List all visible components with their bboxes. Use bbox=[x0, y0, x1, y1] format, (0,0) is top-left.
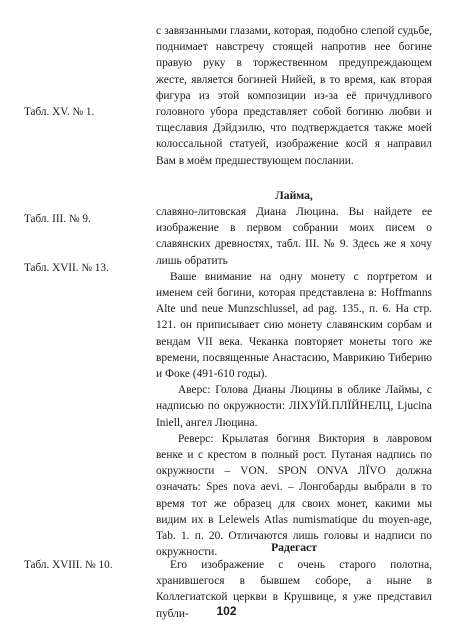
margin-note-table-xv: Табл. XV. № 1. bbox=[24, 106, 95, 118]
text-block-intro bbox=[156, 23, 432, 169]
page-number: 102 bbox=[216, 604, 237, 618]
paragraph: Ваше внимание на одну монету с портретом и именем сей богини, которая представлена в: Hoffmanns Alte und neue Munzschlussel, ad pag. 135., п. 6. На стр. 121. он приписывает сию монету славянским сорбам и вендам VII века. Чеканка повторяет монеты того же времени, посвященные Анастасию, Маврикию Тиберию и Фоке (491-610 годы). bbox=[156, 270, 432, 381]
paragraph: славяно-литовская Диана Люцина. Вы найдете ее изображение в первом собрании моих писем о славянских древностях, табл. III. № 9. Здесь же я хочу лишь обратить bbox=[156, 206, 432, 267]
paragraph: с завязанными глазами, которая, подобно слепой судьбе, поднимает навстречу стоящей напротив нее богине правую руку в торжественном предупреждающем жесте, является богиней Нийей, в то время, как вторая фигура из этой композиции из-за её причудливого головного убора представляет собой богиню любви и тщеславия Дэйдзилю, что подтверждается также моей колоссальной статуей, изображение косй я направил Вам в моём предшествующем послании. bbox=[156, 25, 432, 167]
heading-radegast: Радегаст bbox=[271, 541, 317, 554]
margin-note-table-xvii: Табл. XVII. № 13. bbox=[24, 262, 109, 274]
paragraph: Его изображение с очень старого полотна, хранившегося в бывшем соборе, а ныне в Коллегиатской церкви в Крушвице, я уже представил публи- bbox=[156, 559, 432, 620]
paragraph: Реверс: Крылатая богиня Виктория в лавровом венке и с крестом в полный рост. Путаная надпись по окружности – VON. SPON ONVA ЛЇVO должна означать: Spes nova aevi. – Лонгобарды выбрали в то время тот же образец для своих монет, какими мы видим их в Lelewels Atlas numismatique du moyen-age, Tab. 1. п. 20. Отличаются лишь головы и надписи по окружности. bbox=[156, 432, 432, 559]
paragraph: Аверс: Голова Дианы Люцины в облике Лаймы, с надписью по окружности: ЛІХУЇЙ.ПЛЇЙНЕЛЦ, Ljucina Iniell, ангел Люцина. bbox=[156, 384, 432, 429]
margin-note-table-iii: Табл. III. № 9. bbox=[24, 213, 91, 225]
text-block-laima bbox=[156, 204, 432, 560]
margin-note-table-xviii: Табл. XVIII. № 10. bbox=[24, 559, 113, 571]
heading-laima: Лайма, bbox=[275, 189, 313, 202]
